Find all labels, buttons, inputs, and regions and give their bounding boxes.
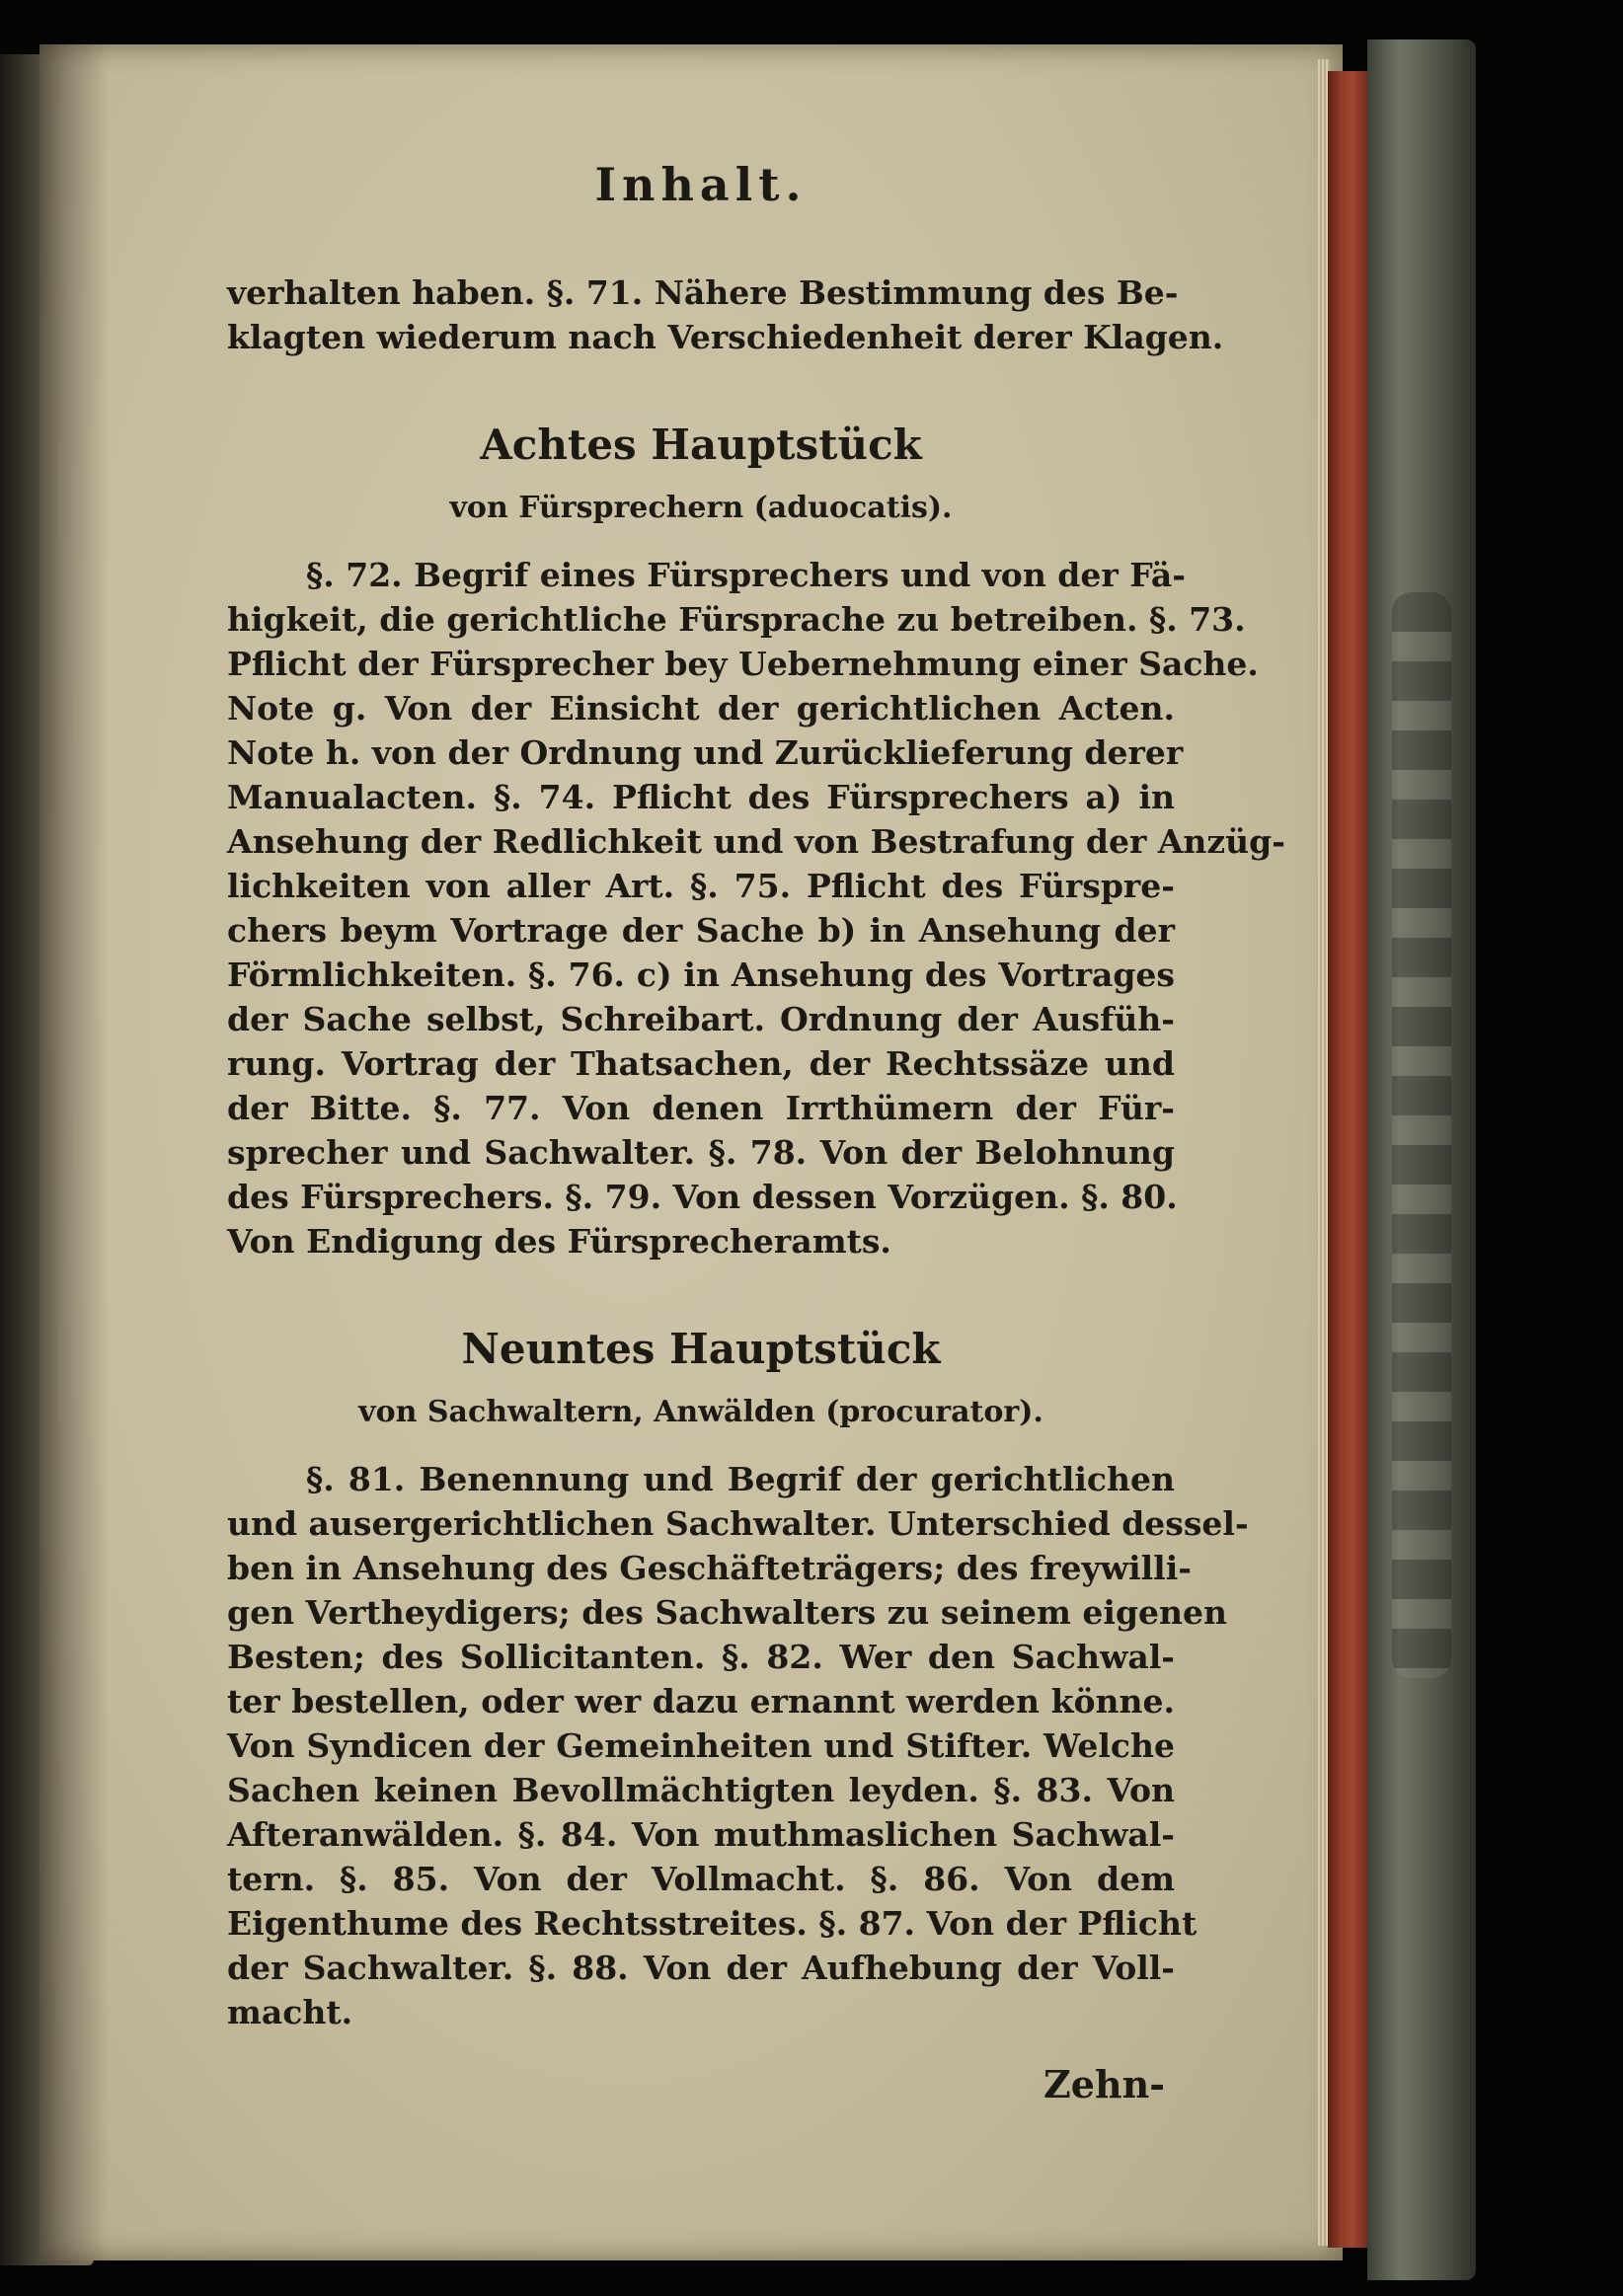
chapter-9-paragraph: [227, 1457, 1249, 2034]
chapter-8-title: Achtes Hauptstück: [480, 421, 922, 469]
text-line: ben in Ansehung des Geschäfteträgers; des freywilli-: [227, 1549, 1192, 1587]
intro-paragraph: [227, 270, 1224, 359]
text-line: tern. §. 85. Von der Vollmacht. §. 86. Von dem: [227, 1860, 1175, 1898]
text-line: und ausergerichtlichen Sachwalter. Unterschied dessel-: [227, 1504, 1249, 1543]
text-line: rung. Vortrag der Thatsachen, der Rechtssäze und: [227, 1044, 1175, 1083]
text-line: Afteranwälden. §. 84. Von muthmaslichen Sachwal-: [227, 1815, 1175, 1854]
text-line: higkeit, die gerichtliche Fürsprache zu betreiben. §. 73.: [227, 600, 1246, 639]
text-line: macht.: [227, 1993, 353, 2031]
running-head: Inhalt.: [594, 158, 808, 211]
text-line: klagten wiederum nach Verschiedenheit derer Klagen.: [227, 318, 1224, 356]
text-line: der Sachwalter. §. 88. Von der Aufhebung der Voll-: [227, 1949, 1175, 1987]
text-line: Von Syndicen der Gemeinheiten und Stifter. Welche: [227, 1726, 1175, 1765]
text-line: ter bestellen, oder wer dazu ernannt werden könne.: [227, 1682, 1175, 1721]
text-line: verhalten haben. §. 71. Nähere Bestimmung des Be-: [227, 273, 1179, 312]
text-line: sprecher und Sachwalter. §. 78. Von der Belohnung: [227, 1133, 1175, 1172]
text-line: Pflicht der Fürsprecher bey Uebernehmung einer Sache.: [227, 645, 1259, 683]
catchword: Zehn-: [1043, 2062, 1165, 2106]
page-gutter-shadow: [39, 44, 109, 2260]
chapter-9-title: Neuntes Hauptstück: [461, 1325, 941, 1373]
chapter-8-paragraph: [227, 553, 1285, 1263]
text-line: chers beym Vortrage der Sache b) in Ansehung der: [227, 911, 1175, 950]
text-line: Sachen keinen Bevollmächtigten leyden. §. 83. Von: [227, 1771, 1175, 1809]
text-line: lichkeiten von aller Art. §. 75. Pflicht des Fürspre-: [227, 867, 1175, 905]
text-line: Förmlichkeiten. §. 76. c) in Ansehung des Vortrages: [227, 956, 1175, 994]
text-line: Besten; des Sollicitanten. §. 82. Wer den Sachwal-: [227, 1638, 1175, 1676]
red-page-edge: [1328, 71, 1369, 2248]
text-line: §. 72. Begrif eines Fürsprechers und von der Fä-: [306, 556, 1186, 594]
text-line: Note g. Von der Einsicht der gerichtlichen Acten.: [227, 689, 1175, 727]
text-line: der Sache selbst, Schreibart. Ordnung der Ausfüh-: [227, 1000, 1175, 1038]
text-line: der Bitte. §. 77. Von denen Irrthümern der Für-: [227, 1089, 1175, 1127]
text-line: Eigenthume des Rechtsstreites. §. 87. Von der Pflicht: [227, 1904, 1198, 1943]
text-line: gen Vertheydigers; des Sachwalters zu seinem eigenen: [227, 1593, 1227, 1632]
text-line: Manualacten. §. 74. Pflicht des Fürsprechers a) in: [227, 778, 1175, 816]
text-line: §. 81. Benennung und Begrif der gerichtlichen: [306, 1460, 1175, 1498]
text-line: Note h. von der Ordnung und Zurücklieferung derer: [227, 733, 1184, 772]
text-line: Ansehung der Redlichkeit und von Bestrafung der Anzüg-: [227, 822, 1285, 861]
text-block: [227, 158, 1285, 2106]
text-line: des Fürsprechers. §. 79. Von dessen Vorzügen. §. 80.: [227, 1178, 1178, 1216]
chapter-9-subtitle: von Sachwaltern, Anwälden (procurator).: [358, 1395, 1043, 1429]
chapter-8-subtitle: von Fürsprechern (aduocatis).: [449, 491, 953, 525]
cover-wear-texture: [1392, 592, 1451, 1678]
text-line: Von Endigung des Fürsprecheramts.: [227, 1222, 891, 1261]
